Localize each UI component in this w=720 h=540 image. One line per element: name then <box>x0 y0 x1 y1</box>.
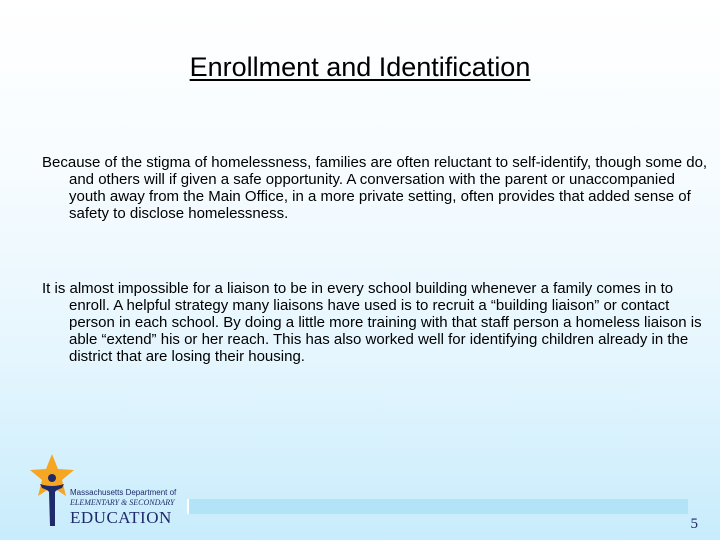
footer-bar <box>187 499 688 514</box>
logo-subtitle-line: ELEMENTARY & SECONDARY <box>70 498 175 507</box>
page-number: 5 <box>690 516 698 532</box>
star-person-icon <box>28 452 76 530</box>
logo-education-wordmark: EDUCATION <box>70 508 172 527</box>
dese-logo <box>28 452 188 532</box>
paragraph-stigma: Because of the stigma of homelessness, families are often reluctant to self-identify, though some do, and others will if given a safe opportunity. A conversation with the parent or unaccompanied youth away from the Main Office, in a more private setting, often provides that added sense of safety to disclose homelessness. <box>42 154 708 222</box>
paragraph-building-liaison: It is almost impossible for a liaison to be in every school building whenever a family comes in to enroll. A helpful strategy many liaisons have used is to recruit a “building liaison” or contact person in each school. By doing a little more training with that staff person a homeless liaison is able “extend” his or her reach. This has also worked well for identifying children already in the district that are losing their housing. <box>42 280 702 365</box>
slide-title: Enrollment and Identification <box>189 52 531 82</box>
logo-department-line: Massachusetts Department of <box>70 488 177 497</box>
